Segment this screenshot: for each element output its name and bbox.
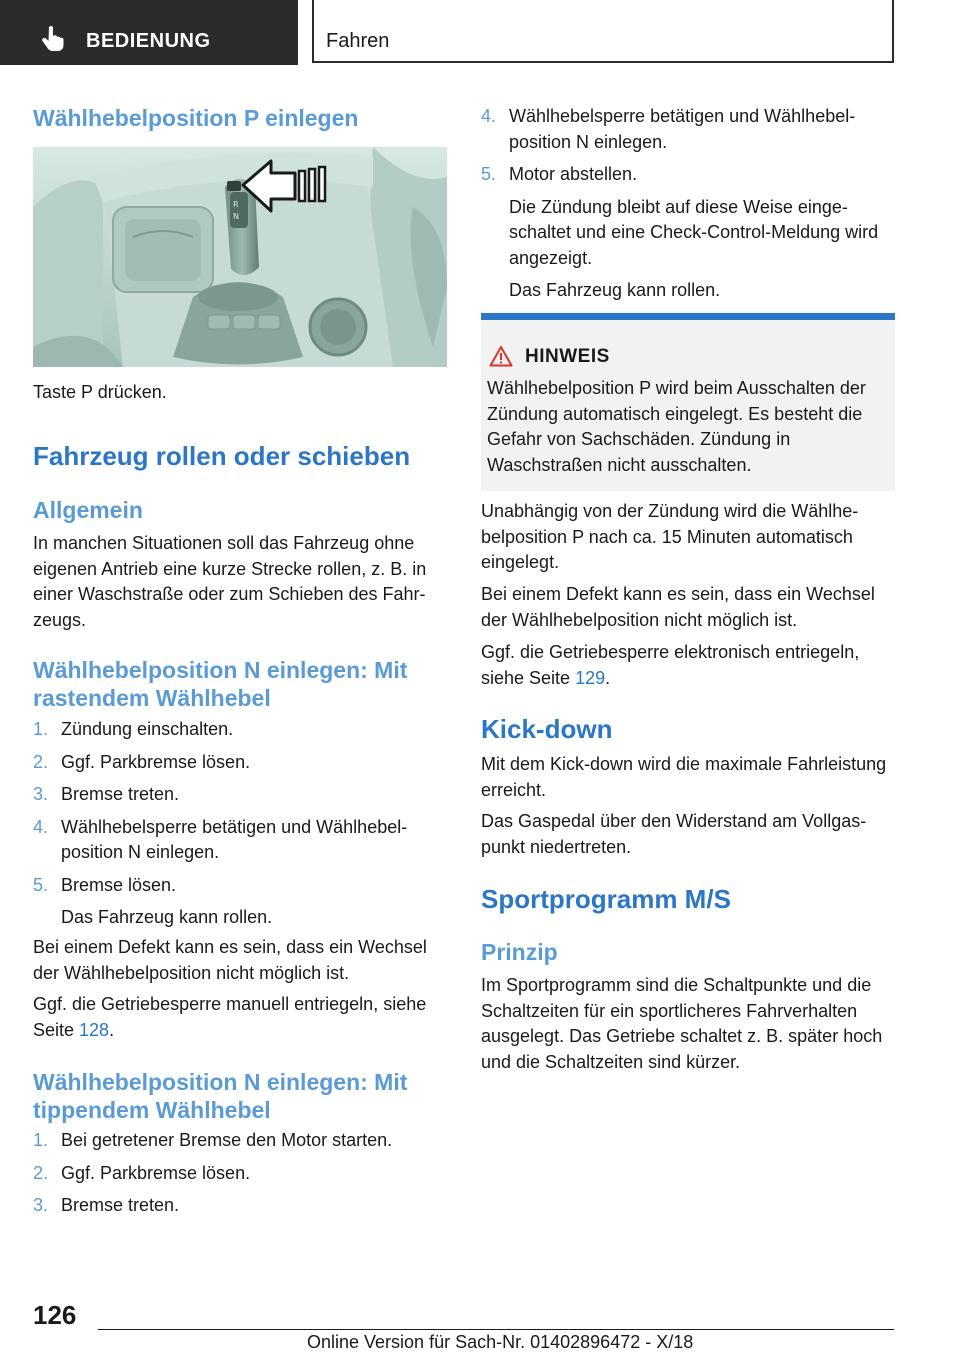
heading-neutral-tipping-lever: Wählhebelposition N einlegen: Mit tippendem Wählhebel [33,1069,408,1123]
list-item: 5. Motor abstellen. Die Zündung bleibt auf diese Weise eingeschaltet und eine Check-Control-Meldung wird angezeigt. Das Fahrzeug kann rollen. [481,164,879,300]
footer-version-text: Online Version für Sach-Nr. 01402896472 - X/18 [307,1332,694,1352]
list-item: 2. Ggf. Parkbremse lösen. [33,751,251,772]
page-link-128[interactable]: 128 [79,1019,110,1040]
list-item: 4. Wählhebelsperre betätigen und Wählhebelposition N einlegen. [33,816,408,862]
heading-kick-down: Kick-down [481,714,613,744]
list-item: 2. Ggf. Parkbremse lösen. [33,1162,251,1183]
list-item: 5. Bremse lösen. Das Fahrzeug kann rollen. [33,874,273,927]
list-item: 1. Zündung einschalten. [33,719,234,739]
footer-rule [98,1329,894,1330]
page-link-129[interactable]: 129 [575,667,606,688]
heading-roll-push: Fahrzeug rollen oder schieben [33,441,411,471]
header-chapter-tab [312,0,894,63]
svg-text:R: R [233,200,239,209]
page-number: 126 [33,1300,77,1330]
svg-text:N: N [233,212,239,221]
paragraph-independent: Unabhängig von der Zündung wird die Wählhebelposition P nach ca. 15 Minuten automatisch eingelegt. [481,501,859,572]
heading-sport-program: Sportprogramm M/S [481,884,731,914]
list-item: 3. Bremse treten. [33,784,180,804]
section-title: BEDIENUNG [86,30,211,52]
list-item: 1. Bei getretener Bremse den Motor starten. [33,1130,393,1150]
notice-box [481,313,895,491]
photo-caption: Taste P drücken. [33,382,167,402]
hand-pointer-icon [40,24,68,52]
list-item: 3. Bremse treten. [33,1195,180,1215]
heading-park-position: Wählhebelposition P einlegen [33,105,359,131]
steps-locking-lever [33,717,447,931]
paragraph-general: In manchen Situationen soll das Fahrzeug ohne eigenen Antrieb eine kurze Strecke rollen, z. B. in einer Waschstraße oder zum Schieben des Fahrzeugs. [33,533,427,630]
paragraph-kick-down-2: Das Gaspedal über den Widerstand am Vollgaspunkt niedertreten. [481,811,867,857]
chapter-title: Fahren [326,30,390,52]
list-item: 4. Wählhebelsperre betätigen und Wählhebelposition N einlegen. [481,106,856,152]
heading-principle: Prinzip [481,939,558,965]
heading-general: Allgemein [33,497,143,523]
warning-icon [489,345,513,367]
paragraph-defect-left: Bei einem Defekt kann es sein, dass ein Wechsel der Wählhebelposition nicht möglich ist. [33,937,427,983]
notice-title: HINWEIS [525,346,610,367]
steps-tipping-lever-continued [481,104,895,304]
gear-selector-illustration [33,147,447,367]
heading-neutral-locking-lever: Wählhebelposition N einlegen: Mit rastendem Wählhebel [33,657,408,711]
steps-tipping-lever [33,1128,447,1219]
header-section-tab [0,0,298,65]
notice-body: Wählhebelposition P wird beim Ausschalten der Zündung automatisch eingelegt. Es besteht die Gefahr von Sachschäden. Zündung in Waschstraßen nicht ausschalten. [487,378,866,475]
gear-selector-photo [33,147,447,367]
paragraph-electronic-release: Ggf. die Getriebesperre elektronisch entriegeln, siehe Seite 129. [481,642,860,688]
paragraph-defect-right: Bei einem Defekt kann es sein, dass ein Wechsel der Wählhebelposition nicht möglich ist. [481,584,875,630]
paragraph-manual-release: Ggf. die Getriebesperre manuell entriegeln, siehe Seite 128. [33,994,427,1040]
paragraph-kick-down-1: Mit dem Kick-down wird die maximale Fahrleistung erreicht. [481,754,887,800]
paragraph-principle: Im Sportprogramm sind die Schaltpunkte und die Schaltzeiten für ein sportlicheres Fahrverhalten ausgelegt. Das Getriebe schaltet z. B. später hoch und die Schaltzeiten sind kürzer. [481,975,883,1072]
